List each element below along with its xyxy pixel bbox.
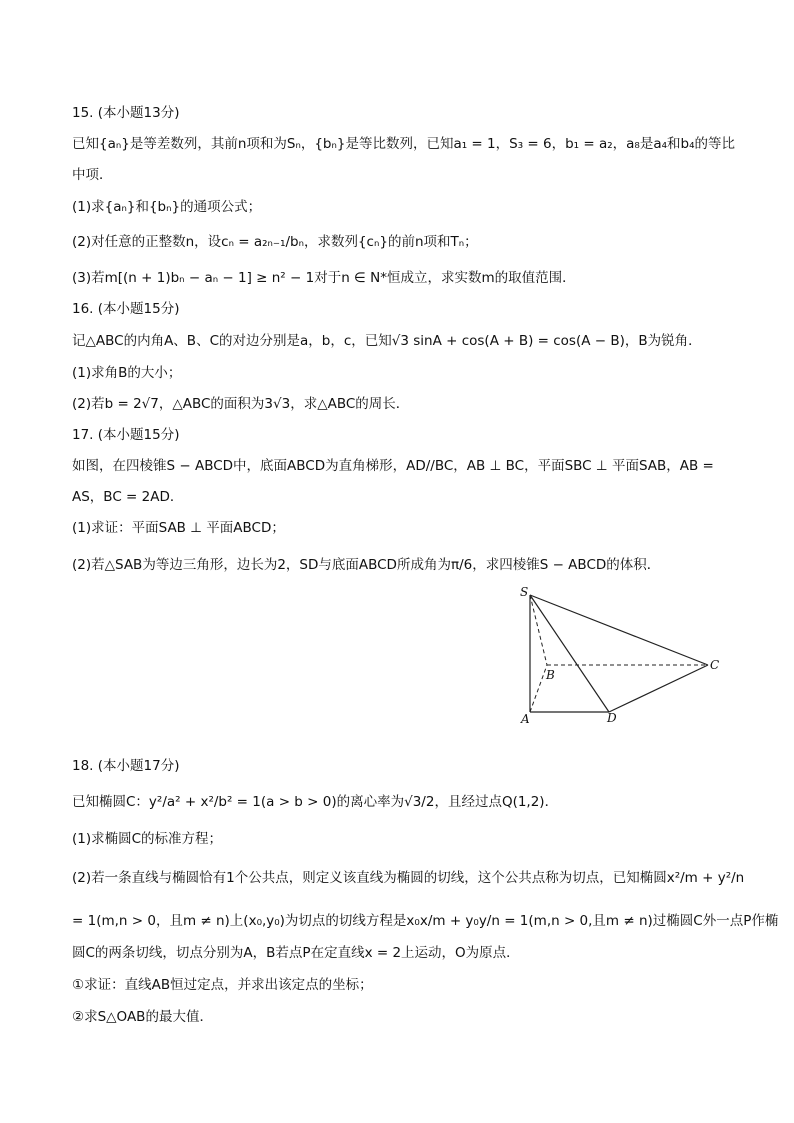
q15-stem-line-1: 已知{aₙ}是等差数列，其前n项和为Sₙ，{bₙ}是等比数列，已知a₁ = 1，S₃ = 6，b₁ = a₂，a₈是a₄和b₄的等比: [72, 136, 736, 152]
edge-SC: [530, 595, 708, 665]
q18-part-2-line-1: (2)若一条直线与椭圆恰有1个公共点，则定义该直线为椭圆的切线，这个公共点称为切点，已知椭圆x²/m + y²/n: [72, 870, 745, 886]
q15-header: 15. (本小题13分): [72, 105, 180, 121]
edge-SB-hidden: [530, 595, 547, 665]
edge-DC: [609, 665, 708, 712]
q18-sub-2: ②求S△OAB的最大值．: [72, 1009, 213, 1025]
edge-SD: [530, 595, 609, 712]
label-A: A: [521, 712, 530, 725]
q18-part-2-line-2: = 1(m,n > 0，且m ≠ n)上(x₀,y₀)为切点的切线方程是x₀x/m + y₀y/n = 1(m,n > 0,且m ≠ n)过椭圆C外一点P作椭: [72, 913, 779, 929]
q18-part-1: (1)求椭圆C的标准方程；: [72, 831, 223, 847]
q15-part-3: (3)若m[(n + 1)bₙ − aₙ − 1] ≥ n² − 1对于n ∈ N*恒成立，求实数m的取值范围．: [72, 270, 576, 286]
q16-stem: 记△ABC的内角A、B、C的对边分别是a，b，c，已知√3 sinA + cos(A + B) = cos(A − B)，B为锐角．: [72, 333, 702, 349]
label-S: S: [520, 585, 529, 599]
q16-part-2: (2)若b = 2√7，△ABC的面积为3√3，求△ABC的周长．: [72, 396, 410, 412]
q17-stem-line-1: 如图，在四棱锥S − ABCD中，底面ABCD为直角梯形，AD//BC，AB ⊥ BC，平面SBC ⊥ 平面SAB，AB =: [72, 458, 714, 474]
q16-part-1: (1)求角B的大小；: [72, 365, 182, 381]
pyramid-figure: [510, 583, 730, 725]
q18-part-2-line-3: 圆C的两条切线，切点分别为A，B若点P在定直线x = 2上运动，O为原点．: [72, 945, 520, 961]
q18-stem: 已知椭圆C：y²/a² + x²/b² = 1(a > b > 0)的离心率为√3/2，且经过点Q(1,2)．: [72, 794, 559, 810]
q15-stem-line-2: 中项．: [72, 167, 113, 183]
label-C: C: [710, 658, 720, 672]
q17-header: 17. (本小题15分): [72, 427, 180, 443]
q17-part-2: (2)若△SAB为等边三角形，边长为2，SD与底面ABCD所成角为π/6，求四棱锥S − ABCD的体积．: [72, 557, 661, 573]
edge-AB-hidden: [530, 665, 547, 712]
q17-stem-line-2: AS，BC = 2AD．: [72, 489, 184, 505]
label-D: D: [607, 711, 617, 725]
q17-part-1: (1)求证：平面SAB ⊥ 平面ABCD；: [72, 520, 285, 536]
q15-part-1: (1)求{aₙ}和{bₙ}的通项公式；: [72, 199, 262, 215]
q15-part-2: (2)对任意的正整数n，设cₙ = a₂ₙ₋₁/bₙ，求数列{cₙ}的前n项和Tₙ；: [72, 234, 478, 250]
q16-header: 16. (本小题15分): [72, 301, 180, 317]
q18-sub-1: ①求证：直线AB恒过定点，并求出该定点的坐标；: [72, 977, 373, 993]
q18-header: 18. (本小题17分): [72, 758, 180, 774]
label-B: B: [546, 668, 555, 682]
